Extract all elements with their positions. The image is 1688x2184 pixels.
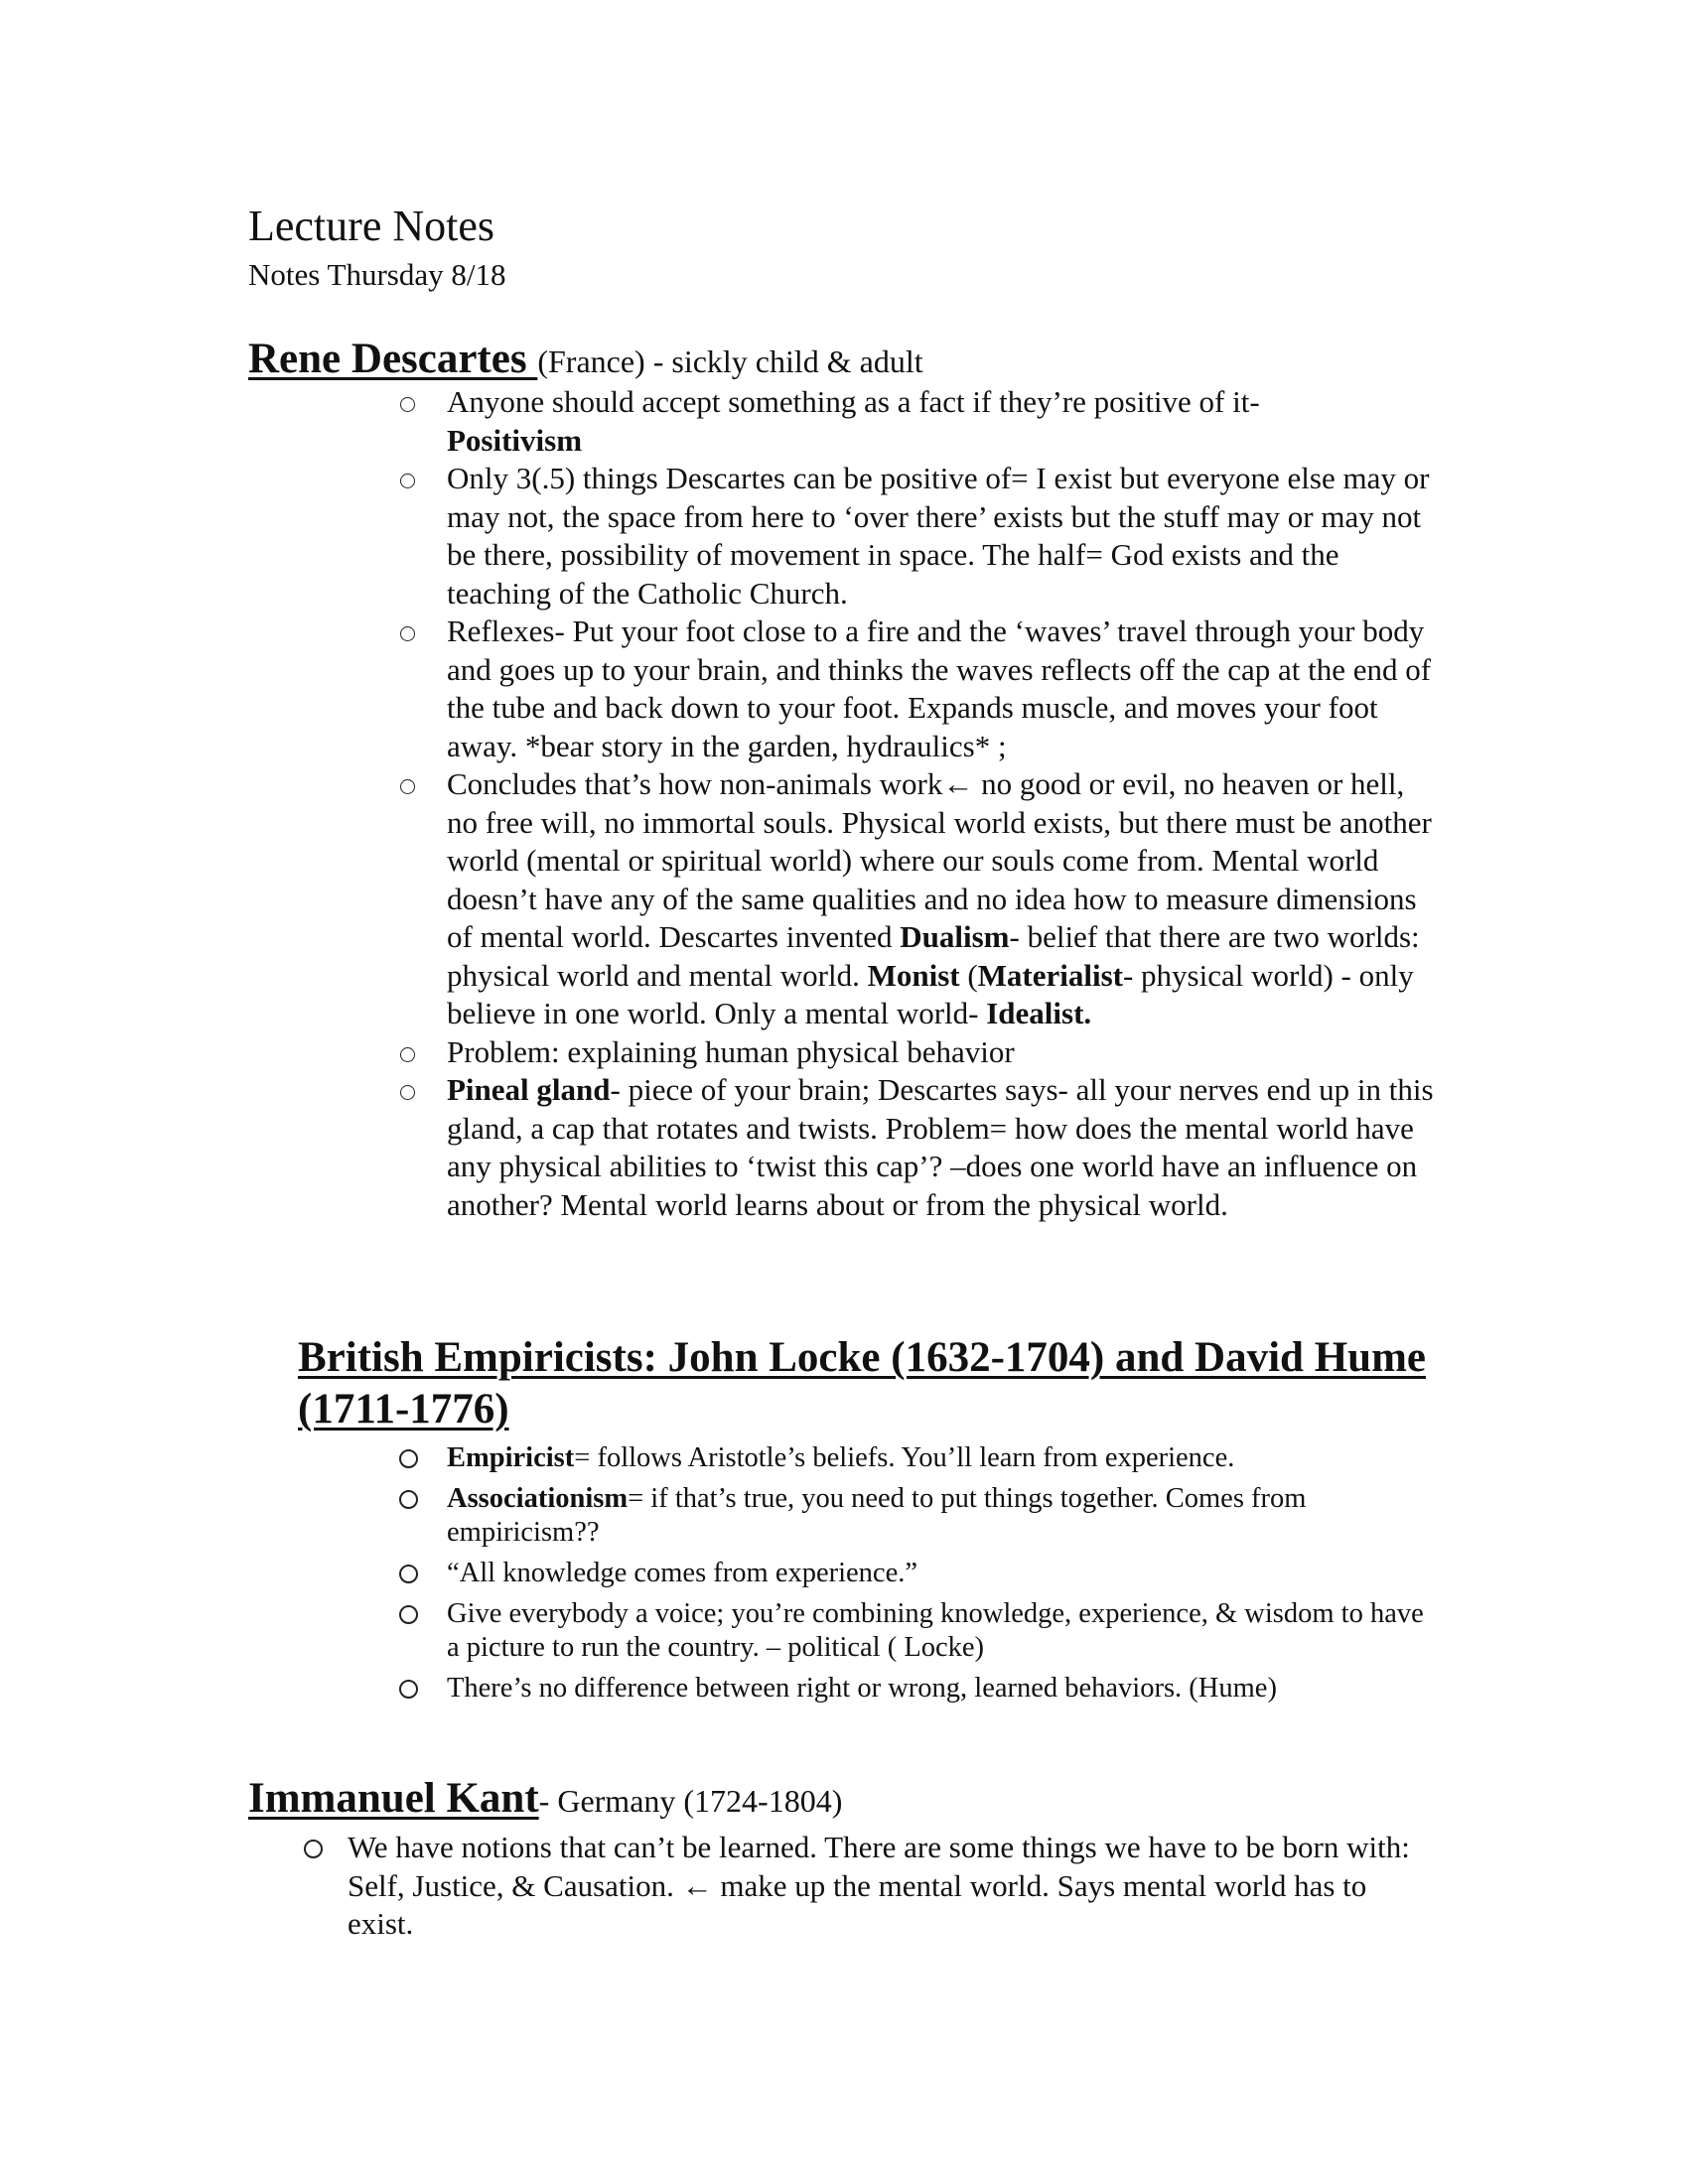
hollow-bullet-icon (400, 474, 415, 488)
list-item: We have notions that can’t be learned. There are some things we have to be born with: Self, Justice, & Causation. ← make up the mental world. Says mental world has to exist. (348, 1829, 1440, 1944)
list-item: Pineal gland- piece of your brain; Descartes says- all your nerves end up in this gland, a cap that rotates and twists. Problem= how does the mental world have any physical abilities to ‘twist this cap’? –does one world have an influence on another? Mental world learns about or from the physical world. (447, 1071, 1440, 1224)
list-item: “All knowledge comes from experience.” (447, 1557, 1440, 1590)
hollow-bullet-icon (399, 1490, 418, 1509)
descartes-notes-list (447, 383, 1440, 1224)
hollow-bullet-icon (400, 1047, 415, 1062)
hollow-bullet-icon (399, 1605, 418, 1624)
hollow-bullet-icon (304, 1840, 323, 1858)
heading-name: Rene Descartes (248, 336, 538, 382)
list-item: Give everybody a voice; you’re combining knowledge, experience, & wisdom to have a picture to run the country. – political ( Locke) (447, 1597, 1440, 1665)
hollow-bullet-icon (399, 1449, 418, 1468)
hollow-bullet-icon (399, 1565, 418, 1583)
section-heading-empiricists: British Empiricists: John Locke (1632-1704) and David Hume (1711-1776) (298, 1334, 1426, 1433)
hollow-bullet-icon (400, 1085, 415, 1100)
list-item: Concludes that’s how non-animals work← no good or evil, no heaven or hell, no free will, no immortal souls. Physical world exists, but there must be another world (mental or spiritual world) where our souls come from. Mental world doesn’t have any of the same qualities and no idea how to measure dimensions of mental world. Descartes invented Dualism- belief that there are two worlds: physical world and mental world. Monist (Materialist- physical world) - only believe in one world. Only a mental world- Idealist. (447, 765, 1440, 1033)
hollow-bullet-icon (400, 779, 415, 794)
list-item: Problem: explaining human physical behavior (447, 1033, 1440, 1072)
heading-detail: (France) - sickly child & adult (537, 343, 923, 379)
document-subtitle: Notes Thursday 8/18 (248, 257, 506, 292)
document-title: Lecture Notes (248, 202, 494, 250)
kant-notes-list (348, 1829, 1440, 1944)
heading-name: Immanuel Kant (248, 1775, 539, 1822)
hollow-bullet-icon (400, 397, 415, 412)
section-heading-kant (248, 1771, 842, 1836)
hollow-bullet-icon (399, 1680, 418, 1699)
empiricists-notes-list (447, 1441, 1440, 1712)
list-item: There’s no difference between right or wrong, learned behaviors. (Hume) (447, 1672, 1440, 1706)
heading-detail: - Germany (1724-1804) (538, 1783, 843, 1819)
list-item: Associationism= if that’s true, you need to put things together. Comes from empiricism?? (447, 1482, 1440, 1550)
list-item: Empiricist= follows Aristotle’s beliefs. You’ll learn from experience. (447, 1441, 1440, 1475)
list-item: Reflexes- Put your foot close to a fire and the ‘waves’ travel through your body and goes up to your brain, and thinks the waves reflects off the cap at the end of the tube and back down to your foot. Expands muscle, and moves your foot away. *bear story in the garden, hydraulics* ; (447, 613, 1440, 765)
list-item: Only 3(.5) things Descartes can be positive of= I exist but everyone else may or may not, the space from here to ‘over there’ exists but the stuff may or may not be there, possibility of movement in space. The half= God exists and the teaching of the Catholic Church. (447, 460, 1440, 613)
hollow-bullet-icon (400, 626, 415, 641)
list-item: Anyone should accept something as a fact if they’re positive of it- Positivism (447, 383, 1440, 460)
